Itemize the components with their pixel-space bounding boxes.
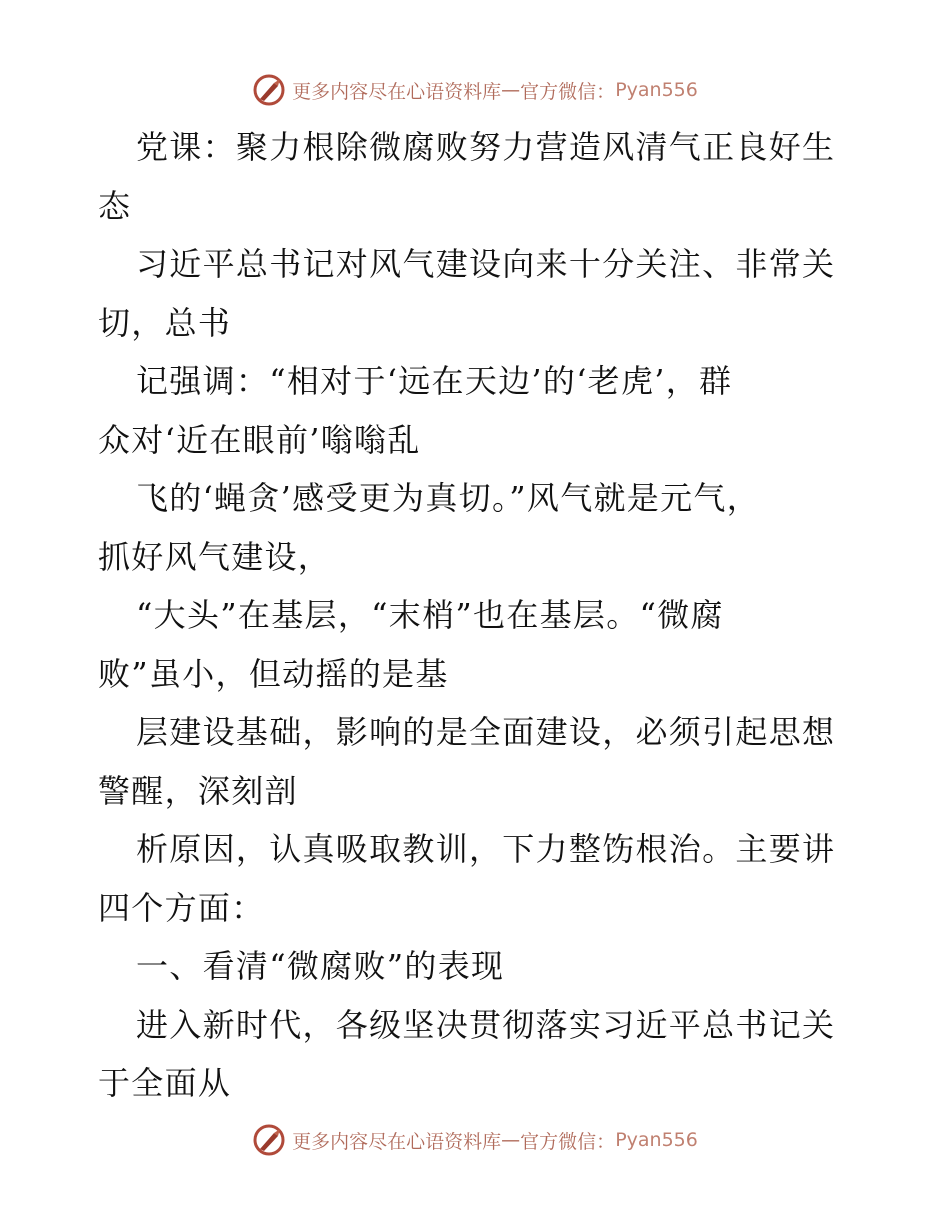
text-line: 进入新时代，各级坚决贯彻落实习近平总书记关 — [136, 1005, 836, 1044]
watermark-id: Pyan556 — [615, 79, 698, 101]
header-watermark — [0, 70, 950, 110]
pen-logo-icon — [252, 1123, 286, 1157]
watermark-label: 官方微信： — [520, 1130, 616, 1153]
text-line: 警醒，深刻剖 — [98, 771, 298, 810]
watermark-text: 更多内容尽在心语资料库 — [292, 1130, 502, 1153]
text-line: 败”虽小，但动摇的是基 — [98, 654, 449, 693]
watermark-text: 更多内容尽在心语资料库 — [292, 80, 502, 103]
text-line: 习近平总书记对风气建设向来十分关注、非常关 — [136, 245, 836, 283]
text-line: 切，总书 — [98, 303, 232, 342]
text-line: 众对‘近在眼前’嗡嗡乱 — [98, 420, 421, 459]
section-heading: 一、看清“微腐败”的表现 — [136, 947, 505, 985]
text-line: 党课：聚力根除微腐败努力营造风清气正良好生 — [136, 128, 836, 166]
text-line: 于全面从 — [98, 1064, 232, 1102]
pen-logo-icon — [252, 73, 286, 107]
text-line: 层建设基础，影响的是全面建设，必须引起思想 — [136, 713, 836, 751]
text-line: “大头”在基层，“末梢”也在基层。“微腐 — [136, 596, 724, 634]
text-line: 飞的‘蝇贪’感受更为真切。”风气就是元气， — [136, 479, 761, 517]
watermark-separator: — — [501, 1129, 521, 1151]
text-line: 态 — [98, 186, 132, 225]
text-line: 四个方面： — [98, 888, 265, 927]
text-line: 抓好风气建设， — [98, 537, 332, 576]
watermark-separator: — — [501, 79, 521, 101]
text-line: 记强调：“相对于‘远在天边’的‘老虎’，群 — [136, 362, 733, 400]
watermark-label: 官方微信： — [520, 80, 616, 103]
document-body — [98, 118, 858, 1113]
watermark-id: Pyan556 — [615, 1129, 698, 1151]
footer-watermark — [0, 1120, 950, 1160]
text-line: 析原因，认真吸取教训，下力整饬根治。主要讲 — [136, 830, 836, 868]
